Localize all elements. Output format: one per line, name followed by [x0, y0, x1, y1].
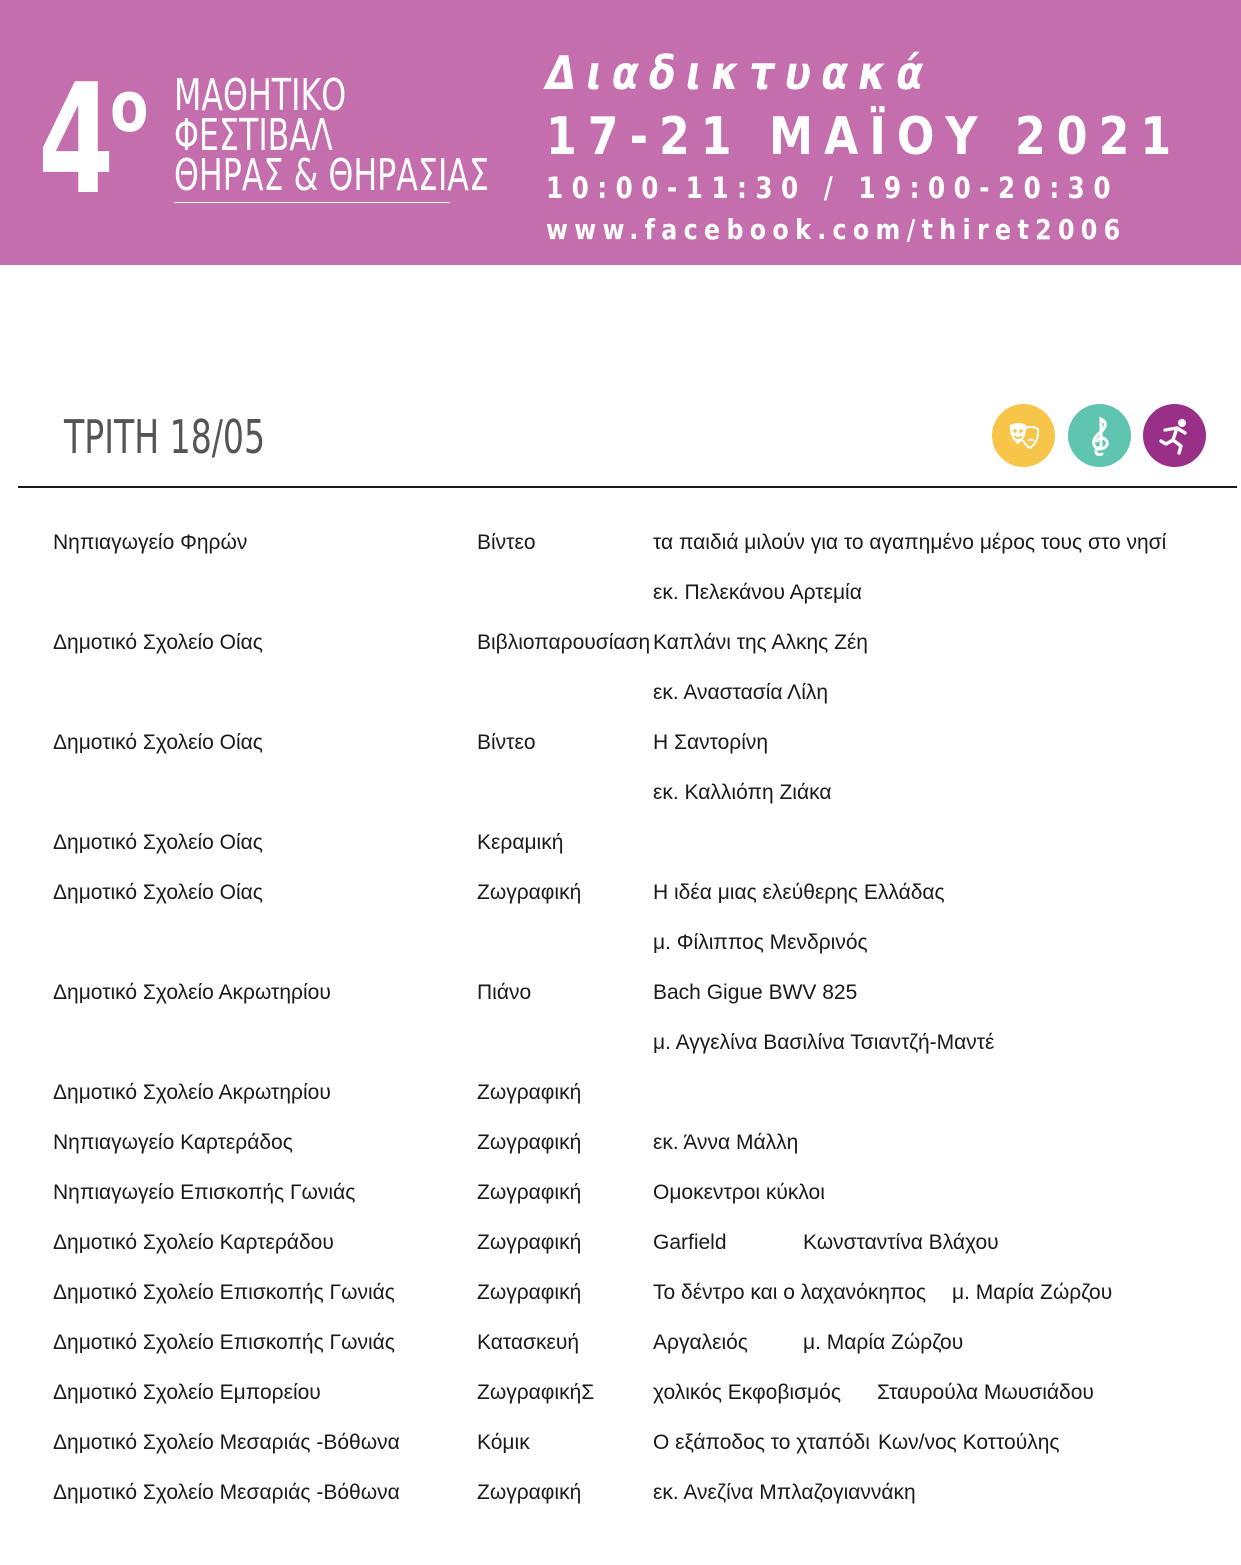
work-title: Καπλάνι της Αλκης Ζέη: [653, 631, 868, 654]
work-title: μ. Αγγελίνα Βασιλίνα Τσιαντζή-Μαντέ: [653, 1031, 995, 1054]
category: Ζωγραφική: [477, 881, 582, 904]
program-row: [0, 1470, 1241, 1520]
category: ΖωγραφικήΣ: [477, 1381, 595, 1404]
program-row: [0, 1370, 1241, 1420]
event-info: [546, 44, 1241, 252]
work-title: εκ. Καλλιόπη Ζιάκα: [653, 781, 832, 804]
program-row: [0, 1270, 1241, 1320]
treble-clef-icon: [1068, 404, 1131, 467]
school-name: Νηπιαγωγείο Επισκοπής Γωνιάς: [53, 1181, 356, 1204]
school-name: Δημοτικό Σχολείο Οίας: [53, 881, 263, 904]
festival-title-line-1: ΜΑΘΗΤΙΚΟ: [174, 70, 347, 121]
work-title: Το δέντρο και ο λαχανόκηπος: [653, 1281, 927, 1304]
work-title: εκ. Άννα Μάλλη: [653, 1131, 799, 1154]
program-row: [0, 570, 1241, 620]
program-row: [0, 970, 1241, 1020]
event-times: 10:00-11:30 / 19:00-20:30: [546, 171, 1119, 205]
festival-title: [174, 70, 489, 203]
school-name: Δημοτικό Σχολείο Οίας: [53, 831, 263, 854]
school-name: Δημοτικό Σχολείο Ακρωτηρίου: [53, 1081, 331, 1104]
program-row: [0, 670, 1241, 720]
school-name: Δημοτικό Σχολείο Μεσαριάς -Βόθωνα: [53, 1431, 400, 1454]
program-row: [0, 720, 1241, 770]
teacher-name: μ. Μαρία Ζώρζου: [803, 1331, 964, 1354]
category: Ζωγραφική: [477, 1131, 582, 1154]
school-name: Δημοτικό Σχολείο Επισκοπής Γωνιάς: [53, 1331, 395, 1354]
festival-title-line-2: ΦΕΣΤΙΒΑΛ: [174, 110, 333, 161]
category: Βίντεο: [477, 531, 536, 554]
program-row: [0, 520, 1241, 570]
event-dates: 17-21 ΜΑΪΟΥ 2021: [546, 107, 1183, 167]
program-row: [0, 1020, 1241, 1070]
teacher-name: Κωνσταντίνα Βλάχου: [803, 1231, 999, 1254]
category: Ζωγραφική: [477, 1231, 582, 1254]
facebook-link[interactable]: www.facebook.com/thiret2006: [546, 213, 1127, 246]
section-divider: [18, 486, 1237, 488]
category: Κεραμική: [477, 831, 564, 854]
category: Βίντεο: [477, 731, 536, 754]
work-title: εκ. Αναστασία Λίλη: [653, 681, 829, 704]
teacher-name: μ. Μαρία Ζώρζου: [952, 1281, 1113, 1304]
work-title: Αργαλειός: [653, 1331, 748, 1354]
school-name: Δημοτικό Σχολείο Επισκοπής Γωνιάς: [53, 1281, 395, 1304]
edition-number: 4: [38, 51, 113, 228]
teacher-name: Σταυρούλα Μωυσιάδου: [877, 1381, 1094, 1404]
category: Ζωγραφική: [477, 1281, 582, 1304]
work-title: Η Σαντορίνη: [653, 731, 769, 754]
program-row: [0, 820, 1241, 870]
work-title: Garfield: [653, 1231, 727, 1254]
program-list: [0, 520, 1241, 1520]
school-name: Δημοτικό Σχολείο Οίας: [53, 731, 263, 754]
program-row: [0, 870, 1241, 920]
category: Πιάνο: [477, 981, 532, 1004]
program-row: [0, 770, 1241, 820]
program-row: [0, 1320, 1241, 1370]
category: Ζωγραφική: [477, 1481, 582, 1504]
school-name: Δημοτικό Σχολείο Εμπορείου: [53, 1381, 321, 1404]
program-row: [0, 1120, 1241, 1170]
work-title: εκ. Πελεκάνου Αρτεμία: [653, 581, 862, 604]
category: Βιβλιοπαρουσίαση: [477, 631, 651, 654]
school-name: Δημοτικό Σχολείο Ακρωτηρίου: [53, 981, 331, 1004]
teacher-name: Κων/νος Κοττούλης: [878, 1431, 1060, 1454]
work-title: χολικός Εκφοβισμός: [653, 1381, 841, 1404]
school-name: Δημοτικό Σχολείο Καρτεράδου: [53, 1231, 334, 1254]
day-title: ΤΡΙΤΗ 18/05: [64, 410, 266, 464]
program-row: [0, 920, 1241, 970]
school-name: Δημοτικό Σχολείο Μεσαριάς -Βόθωνα: [53, 1481, 400, 1504]
festival-banner: [0, 0, 1241, 265]
school-name: Νηπιαγωγείο Καρτεράδος: [53, 1131, 293, 1154]
work-title: εκ. Ανεζίνα Μπλαζογιαννάκη: [653, 1481, 916, 1504]
program-row: [0, 1420, 1241, 1470]
work-title: Ομοκεντροι κύκλοι: [653, 1181, 825, 1204]
edition-suffix: ο: [110, 66, 149, 148]
category: Κατασκευή: [477, 1331, 580, 1354]
work-title: μ. Φίλιππος Μενδρινός: [653, 931, 868, 954]
program-row: [0, 620, 1241, 670]
dancer-icon: [1143, 404, 1206, 467]
theatre-masks-icon: [992, 404, 1055, 467]
program-row: [0, 1170, 1241, 1220]
category: Κόμικ: [477, 1431, 530, 1454]
festival-title-line-3: ΘΗΡΑΣ & ΘΗΡΑΣΙΑΣ: [174, 150, 489, 201]
school-name: Δημοτικό Σχολείο Οίας: [53, 631, 263, 654]
category: Ζωγραφική: [477, 1181, 582, 1204]
online-label: Διαδικτυακά: [546, 46, 934, 100]
school-name: Νηπιαγωγείο Φηρών: [53, 531, 248, 554]
work-title: Η ιδέα μιας ελεύθερης Ελλάδας: [653, 881, 945, 904]
work-title: Bach Gigue BWV 825: [653, 981, 858, 1004]
category: Ζωγραφική: [477, 1081, 582, 1104]
work-title: Ο εξάποδος το χταπόδι: [653, 1431, 870, 1454]
program-row: [0, 1070, 1241, 1120]
program-row: [0, 1220, 1241, 1270]
work-title: τα παιδιά μιλούν για το αγαπημένο μέρος τους στο νησί: [653, 531, 1167, 554]
